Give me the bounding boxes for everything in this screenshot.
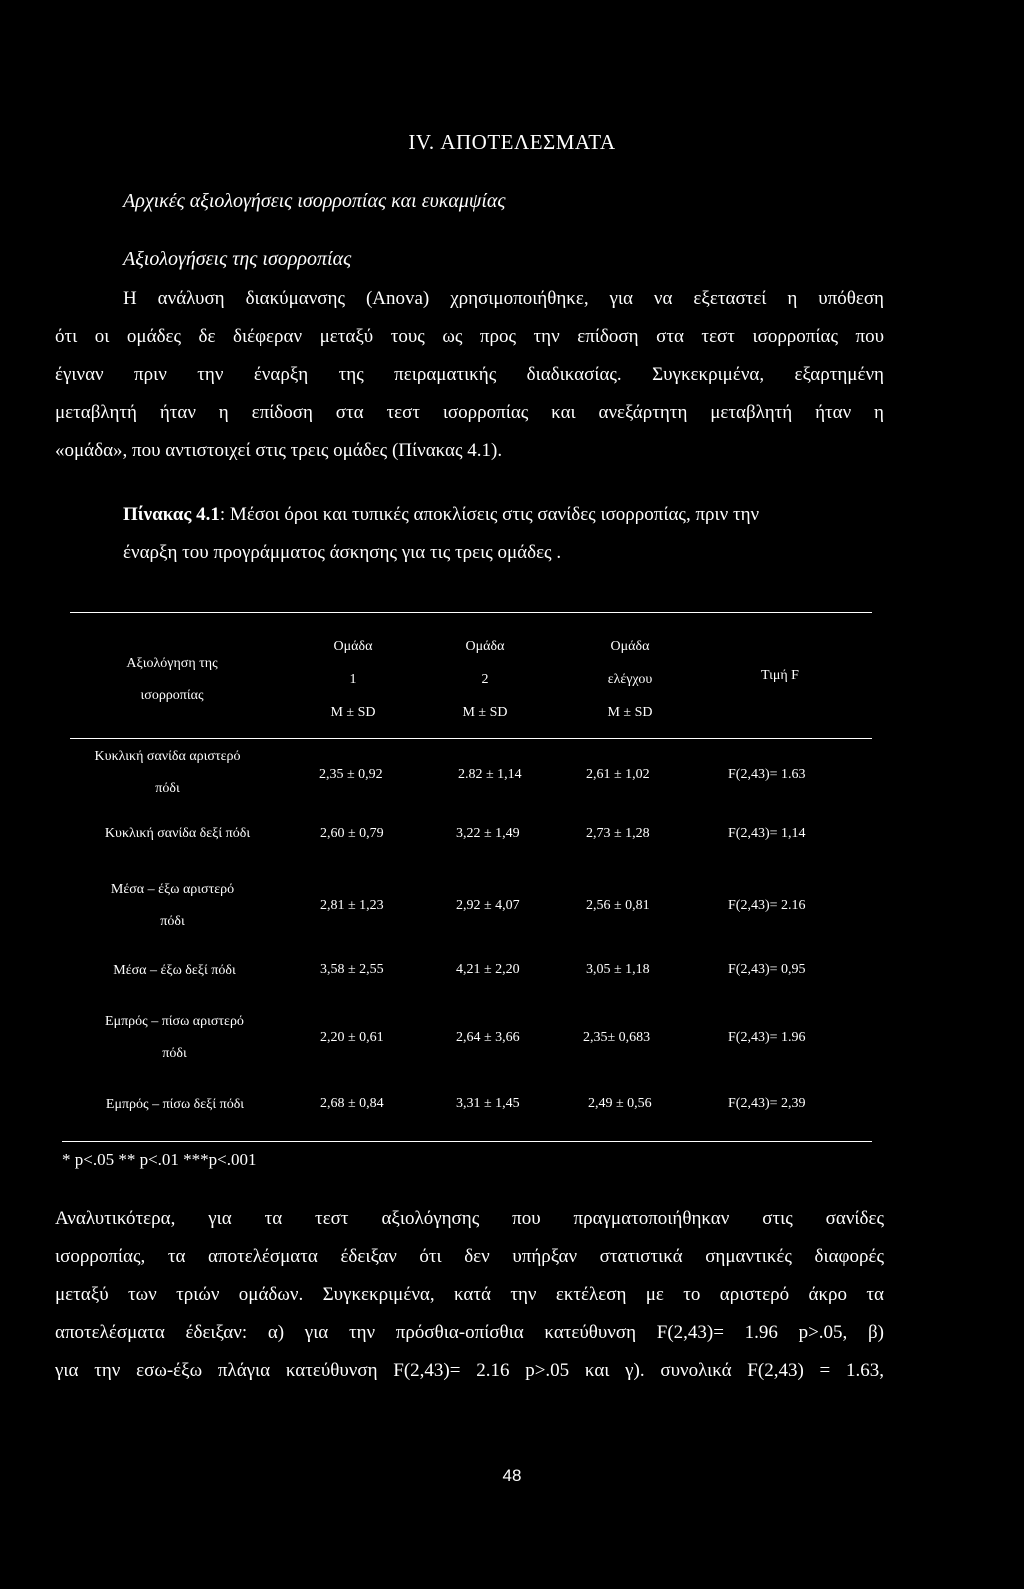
table-caption-label: Πίνακας 4.1 — [123, 504, 220, 525]
table-row-label: Κυκλική σανίδα δεξί πόδι — [104, 826, 251, 841]
text-line: Αναλυτικότερα, για τα τεστ αξιολόγησης που πραγματοποιήθηκαν στις σανίδες — [55, 1208, 884, 1229]
table-cell: F(2,43)= 1.63 — [728, 767, 806, 782]
table-cell: 2,92 ± 4,07 — [456, 898, 520, 913]
header-assessment: Αξιολόγηση της ισορροπίας — [126, 656, 218, 703]
table-cell: F(2,43)= 1.96 — [728, 1030, 806, 1045]
table-cell: 2,49 ± 0,56 — [588, 1096, 652, 1111]
table-cell: 3,58 ± 2,55 — [320, 962, 384, 977]
text-line: ότι οι ομάδες δε διέφεραν μεταξύ τους ως προς την επίδοση στα τεστ ισορροπίας που — [55, 326, 884, 347]
page-number: 48 — [502, 1466, 522, 1485]
table-row-label: Εμπρός – πίσω δεξί πόδι — [105, 1097, 245, 1112]
table-caption — [123, 496, 759, 534]
table-cell: 2.82 ± 1,14 — [458, 767, 522, 782]
table-top-rule — [70, 612, 872, 613]
table-cell: 2,68 ± 0,84 — [320, 1096, 384, 1111]
table-row-label: Μέσα – έξω δεξί πόδι — [113, 963, 236, 978]
table-cell: 2,61 ± 1,02 — [586, 767, 650, 782]
table-cell: 2,64 ± 3,66 — [456, 1030, 520, 1045]
table-cell: 3,31 ± 1,45 — [456, 1096, 520, 1111]
header-control-group: Ομάδα ελέγχου M ± SD — [607, 639, 653, 720]
header-group1: Ομάδα 1 M ± SD — [330, 639, 376, 720]
table-cell: 2,56 ± 0,81 — [586, 898, 650, 913]
significance-footnote: * p<.05 ** p<.01 ***p<.001 — [62, 1150, 257, 1169]
table-caption-line2: έναρξη του προγράμματος άσκησης για τις τρεις ομάδες . — [123, 542, 562, 563]
text-line: έγιναν πριν την έναρξη της πειραματικής διαδικασίας. Συγκεκριμένα, εξαρτημένη — [55, 364, 884, 385]
table-cell: 3,05 ± 1,18 — [586, 962, 650, 977]
table-header-rule — [70, 738, 872, 739]
table-cell: F(2,43)= 0,95 — [728, 962, 806, 977]
header-group2: Ομάδα 2 M ± SD — [462, 639, 508, 720]
table-cell: 3,22 ± 1,49 — [456, 826, 520, 841]
table-caption-text: : Μέσοι όροι και τυπικές αποκλίσεις στις σανίδες ισορροπίας, πριν την — [219, 504, 760, 525]
table-bottom-rule — [62, 1141, 872, 1142]
text-line: μεταξύ των τριών ομάδων. Συγκεκριμένα, κατά την εκτέλεση με το αριστερό άκρο τα — [55, 1284, 884, 1305]
table-row-label: Εμπρός – πίσω αριστερό πόδι — [105, 1014, 244, 1061]
table-cell: 2,35± 0,683 — [583, 1030, 651, 1045]
intro-paragraph — [55, 280, 884, 470]
table-cell: 2,60 ± 0,79 — [320, 826, 384, 841]
text-line: μεταβλητή ήταν η επίδοση στα τεστ ισορροπίας και ανεξάρτητη μεταβλητή ήταν η — [55, 402, 884, 423]
section-heading: IV. ΑΠΟΤΕΛΕΣΜΑΤΑ — [408, 130, 616, 154]
table-cell: 2,20 ± 0,61 — [320, 1030, 384, 1045]
text-line: «ομάδα», που αντιστοιχεί στις τρεις ομάδες (Πίνακας 4.1). — [55, 440, 503, 461]
table-cell: 2,81 ± 1,23 — [320, 898, 384, 913]
table-cell: F(2,43)= 2,39 — [728, 1096, 806, 1111]
results-paragraph — [55, 1200, 884, 1390]
table-cell: 2,35 ± 0,92 — [319, 767, 383, 782]
subsection-subtitle: Αξιολογήσεις της ισορροπίας — [123, 248, 352, 270]
table-cell: F(2,43)= 1,14 — [728, 826, 806, 841]
text-line: Η ανάλυση διακύμανσης (Anova) χρησιμοποιήθηκε, για να εξεταστεί η υπόθεση — [123, 288, 884, 309]
header-f-value: Τιμή F — [761, 668, 799, 683]
table-cell: 2,73 ± 1,28 — [586, 826, 650, 841]
text-line: αποτελέσματα έδειξαν: α) για την πρόσθια-οπίσθια κατεύθυνση F(2,43)= 1.96 p>.05, β) — [55, 1322, 884, 1343]
subsection-title: Αρχικές αξιολογήσεις ισορροπίας και ευκαμψίας — [123, 190, 506, 212]
table-row-label: Μέσα – έξω αριστερό πόδι — [110, 882, 235, 929]
text-line: για την εσω-έξω πλάγια κατεύθυνση F(2,43)= 2.16 p>.05 και γ). συνολικά F(2,43) = 1.63, — [55, 1360, 884, 1381]
text-line: ισορροπίας, τα αποτελέσματα έδειξαν ότι δεν υπήρξαν στατιστικά σημαντικές διαφορές — [55, 1246, 884, 1267]
table-cell: F(2,43)= 2.16 — [728, 898, 806, 913]
table-cell: 4,21 ± 2,20 — [456, 962, 520, 977]
table-row-label: Κυκλική σανίδα αριστερό πόδι — [94, 749, 241, 796]
